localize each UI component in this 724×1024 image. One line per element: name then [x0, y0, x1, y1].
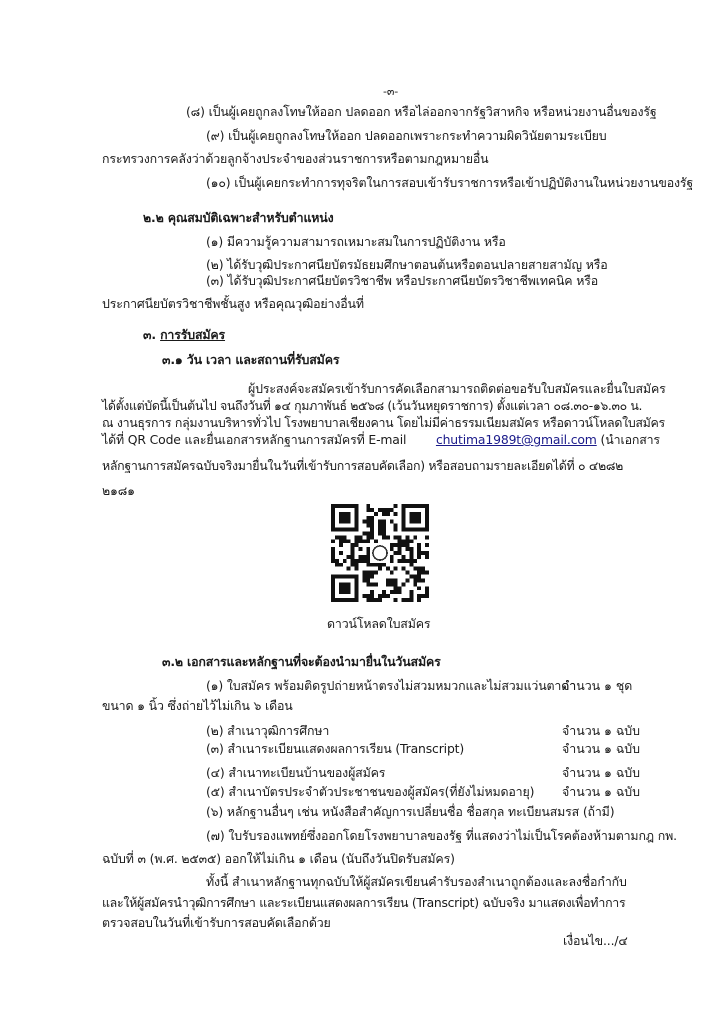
s22-item-3-line1: (๓) ได้รับวุฒิประกาศนียบัตรวิชาชีพ หรือประกาศนียบัตรวิชาชีพเทคนิค หรือ [206, 273, 599, 288]
s31-para-line4-end: (นำเอกสาร [600, 432, 660, 447]
s31-para-line4 [102, 432, 660, 448]
qual-item-10: (๑๐) เป็นผู้เคยกระทำการทุจริตในการสอบเข้ารับราชการหรือเข้าปฏิบัติงานในหน่วยงานของรัฐ [206, 175, 694, 190]
qual-item-9-line1: (๙) เป็นผู้เคยถูกลงโทษให้ออก ปลดออกเพราะกระทำความผิดวินัยตามระเบียบ [206, 128, 607, 143]
page-number: -๓- [383, 85, 399, 98]
doc-item-7-line1: (๗) ใบรับรองแพทย์ซึ่งออกโดยโรงพยาบาลของรัฐ ที่แสดงว่าไม่เป็นโรคต้องห้ามตามกฎ กพ. [206, 828, 677, 843]
doc-item-3-amount: จำนวน ๑ ฉบับ [562, 741, 641, 756]
qr-caption: ดาวน์โหลดใบสมัคร [327, 616, 431, 631]
doc-item-5-amount: จำนวน ๑ ฉบับ [562, 784, 641, 799]
doc-item-7-line2: ฉบับที่ ๓ (พ.ศ. ๒๕๓๕) ออกให้ไม่เกิน ๑ เดือน (นับถึงวันปิดรับสมัคร) [102, 851, 455, 866]
doc-item-4-amount: จำนวน ๑ ฉบับ [562, 765, 641, 780]
s22-item-2: (๒) ได้รับวุฒิประกาศนียบัตรมัธยมศึกษาตอนต้นหรือตอนปลายสายสามัญ หรือ [206, 257, 608, 272]
doc-item-4: (๔) สำเนาทะเบียนบ้านของผู้สมัคร [206, 765, 386, 780]
s31-para-line3: ณ งานธุรการ กลุ่มงานบริหารทั่วไป โรงพยาบาลเชียงคาน โดยไม่มีค่าธรรมเนียมสมัคร หรือดาวน์โหลดใบสมัคร [102, 415, 665, 430]
s31-para-line4-text: ได้ที่ QR Code และยื่นเอกสารหลักฐานการสมัครที่ E-mail [102, 432, 407, 447]
doc-item-2-amount: จำนวน ๑ ฉบับ [562, 723, 641, 738]
contact-email-link[interactable]: chutima1989t@gmail.com [435, 432, 597, 447]
note-line3: ตรวจสอบในวันที่เข้ารับการสอบคัดเลือกด้วย [102, 915, 331, 930]
doc-item-5: (๕) สำเนาบัตรประจำตัวประชาชนของผู้สมัคร(ที่ยังไม่หมดอายุ) [206, 784, 535, 799]
s31-para-line5: หลักฐานการสมัครฉบับจริงมายื่นในวันที่เข้ารับการสอบคัดเลือก) หรือสอบถามรายละเอียดได้ที่ ๐ ๔๒๘๒ [102, 458, 623, 473]
s31-para-line2: ได้ตั้งแต่บัดนี้เป็นต้นไป จนถึงวันที่ ๑๔ กุมภาพันธ์ ๒๕๖๘ (เว้นวันหยุดราชการ) ตั้งแต่เวลา ๐๘.๓๐-๑๖.๓๐ น. [102, 398, 643, 413]
s22-item-3-line2: ประกาศนียบัตรวิชาชีพชั้นสูง หรือคุณวุฒิอย่างอื่นที่ [102, 296, 364, 311]
doc-item-1-line1: (๑) ใบสมัคร พร้อมติดรูปถ่ายหน้าตรงไม่สวมหมวกและไม่สวมแว่นตาดำ [206, 678, 577, 693]
qual-item-8: (๘) เป็นผู้เคยถูกลงโทษให้ออก ปลดออก หรือไล่ออกจากรัฐวิสาหกิจ หรือหน่วยงานอื่นของรัฐ [186, 104, 657, 119]
section-3-title: การรับสมัคร [160, 327, 226, 342]
section-3-heading [143, 327, 225, 343]
s22-item-1: (๑) มีความรู้ความสามารถเหมาะสมในการปฏิบัติงาน หรือ [206, 234, 506, 249]
section-3-number: ๓. [143, 327, 156, 342]
note-line1: ทั้งนี้ สำเนาหลักฐานทุกฉบับให้ผู้สมัครเขียนคำรับรองสำเนาถูกต้องและลงชื่อกำกับ [206, 874, 627, 889]
doc-item-3: (๓) สำเนาระเบียนแสดงผลการเรียน (Transcript) [206, 741, 465, 756]
note-line2: และให้ผู้สมัครนำวุฒิการศึกษา และระเบียนแสดงผลการเรียน (Transcript) ฉบับจริง มาแสดงเพื่อทำการ [102, 895, 626, 910]
section-3-2-heading: ๓.๒ เอกสารและหลักฐานที่จะต้องนำมายื่นในวันสมัคร [162, 654, 441, 669]
section-3-1-heading: ๓.๑ วัน เวลา และสถานที่รับสมัคร [162, 352, 340, 367]
qr-code-image[interactable] [331, 504, 429, 602]
doc-item-6: (๖) หลักฐานอื่นๆ เช่น หนังสือสำคัญการเปลี่ยนชื่อ ชื่อสกุล ทะเบียนสมรส (ถ้ามี) [206, 804, 615, 819]
section-2-2-heading: ๒.๒ คุณสมบัติเฉพาะสำหรับตำแหน่ง [143, 210, 334, 225]
continued-marker: เงื่อนไข.../๔ [563, 933, 628, 948]
qual-item-9-line2: กระทรวงการคลังว่าด้วยลูกจ้างประจำของส่วนราชการหรือตามกฎหมายอื่น [102, 151, 489, 166]
s31-para-line1: ผู้ประสงค์จะสมัครเข้ารับการคัดเลือกสามารถติดต่อขอรับใบสมัครและยื่นใบสมัคร [248, 381, 666, 396]
s31-para-line6: ๒๑๘๑ [102, 483, 135, 498]
doc-item-1-amount: จำนวน ๑ ชุด [562, 678, 633, 693]
doc-item-1-line2: ขนาด ๑ นิ้ว ซึ่งถ่ายไว้ไม่เกิน ๖ เดือน [102, 698, 293, 713]
doc-item-2: (๒) สำเนาวุฒิการศึกษา [206, 723, 330, 738]
